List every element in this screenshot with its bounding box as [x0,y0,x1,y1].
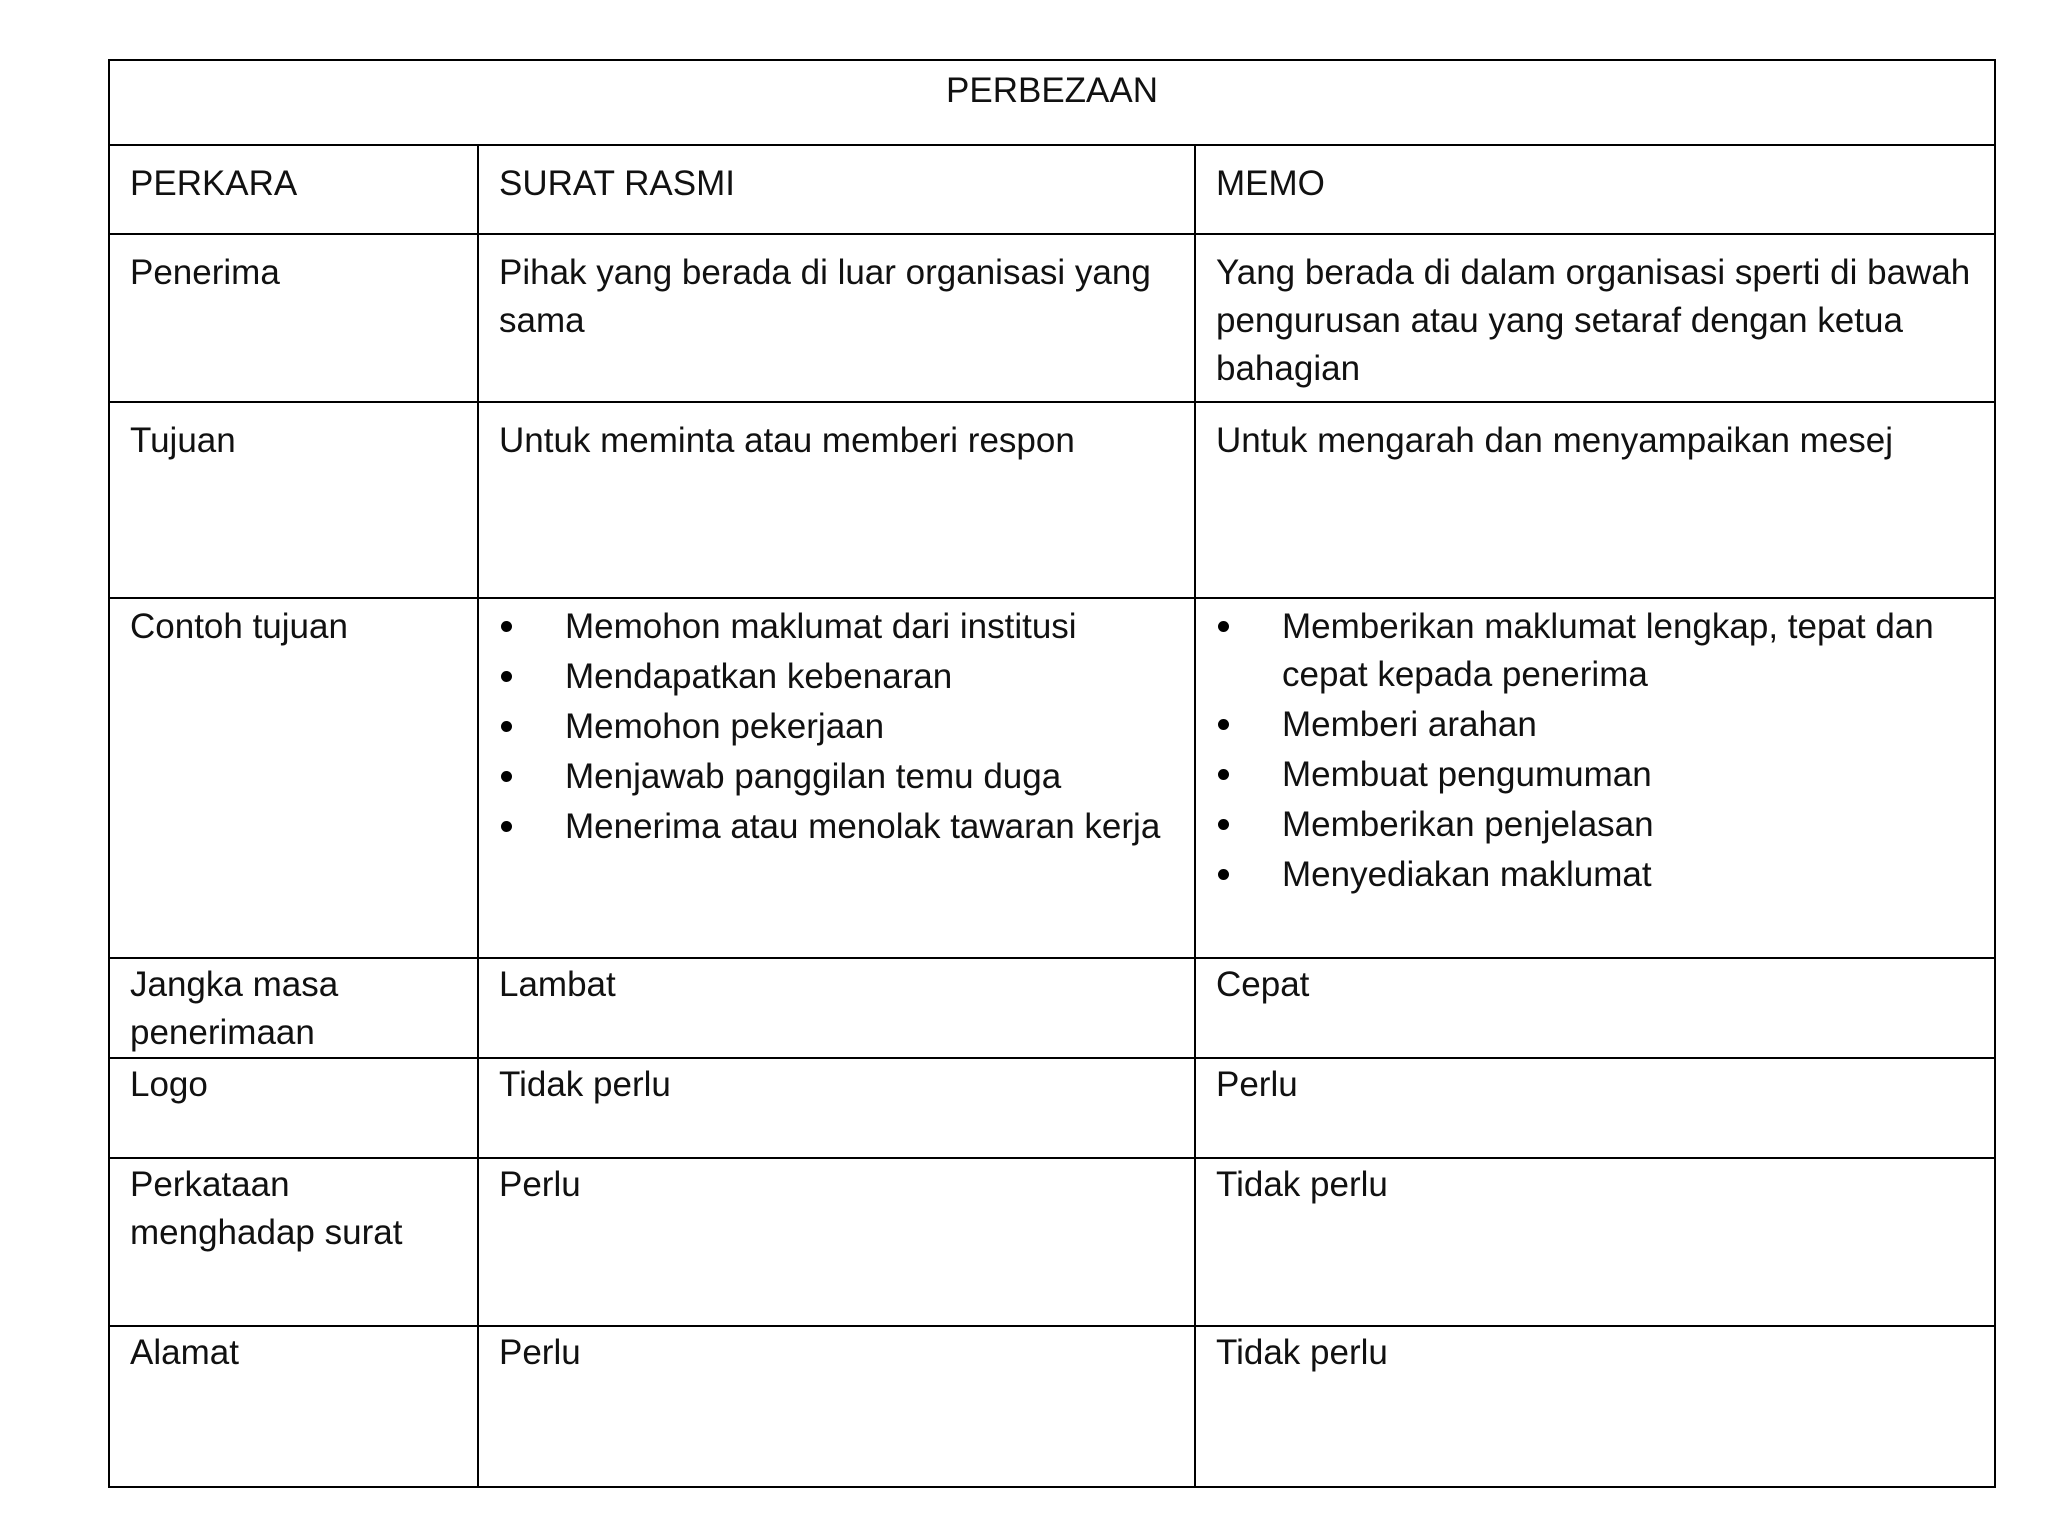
cell-jangka-surat-rasmi: Lambat [478,958,1195,1058]
list-item: Memberikan maklumat lengkap, tepat dan cepat kepada penerima [1216,603,1974,699]
row-label-penerima: Penerima [109,234,478,402]
cell-logo-surat-rasmi: Tidak perlu [478,1058,1195,1158]
cell-contoh-surat-rasmi [478,598,1195,958]
cell-perkataan-surat-rasmi: Perlu [478,1158,1195,1326]
list-item: Menyediakan maklumat [1216,851,1974,899]
table-row [109,1058,1995,1158]
list-item: Memohon maklumat dari institusi [499,603,1174,651]
bullet-icon [501,671,512,682]
cell-contoh-memo [1195,598,1995,958]
list-item: Memohon pekerjaan [499,703,1174,751]
bullet-icon [1218,719,1229,730]
header-surat-rasmi: SURAT RASMI [478,145,1195,234]
cell-perkataan-memo: Tidak perlu [1195,1158,1995,1326]
cell-tujuan-surat-rasmi: Untuk meminta atau memberi respon [478,402,1195,598]
row-label-perkataan: Perkataan menghadap surat [109,1158,478,1326]
bullet-icon [1218,769,1229,780]
list-item: Membuat pengumuman [1216,751,1974,799]
bullet-icon [501,721,512,732]
cell-penerima-surat-rasmi: Pihak yang berada di luar organisasi yang sama [478,234,1195,402]
table-row [109,402,1995,598]
bullet-list-surat-rasmi [499,603,1174,851]
cell-alamat-memo: Tidak perlu [1195,1326,1995,1487]
row-label-alamat: Alamat [109,1326,478,1487]
bullet-list-memo [1216,603,1974,899]
bullet-icon [501,621,512,632]
table-row [109,598,1995,958]
bullet-icon [501,771,512,782]
cell-jangka-memo: Cepat [1195,958,1995,1058]
table-row [109,958,1995,1058]
list-item: Mendapatkan kebenaran [499,653,1174,701]
bullet-icon [501,821,512,832]
title-row [109,60,1995,145]
cell-logo-memo: Perlu [1195,1058,1995,1158]
header-row [109,145,1995,234]
bullet-icon [1218,819,1229,830]
bullet-icon [1218,621,1229,632]
row-label-tujuan: Tujuan [109,402,478,598]
header-perkara: PERKARA [109,145,478,234]
table-title: PERBEZAAN [109,60,1995,145]
list-item: Memberi arahan [1216,701,1974,749]
comparison-table [108,59,1996,1488]
table-row [109,1158,1995,1326]
cell-tujuan-memo: Untuk mengarah dan menyampaikan mesej [1195,402,1995,598]
cell-penerima-memo: Yang berada di dalam organisasi sperti di bawah pengurusan atau yang setaraf dengan ketua bahagian [1195,234,1995,402]
list-item: Menerima atau menolak tawaran kerja [499,803,1174,851]
bullet-icon [1218,869,1229,880]
row-label-jangka-masa: Jangka masa penerimaan [109,958,478,1058]
table-row [109,1326,1995,1487]
row-label-contoh-tujuan: Contoh tujuan [109,598,478,958]
table-row [109,234,1995,402]
row-label-logo: Logo [109,1058,478,1158]
list-item: Menjawab panggilan temu duga [499,753,1174,801]
header-memo: MEMO [1195,145,1995,234]
list-item: Memberikan penjelasan [1216,801,1974,849]
cell-alamat-surat-rasmi: Perlu [478,1326,1195,1487]
